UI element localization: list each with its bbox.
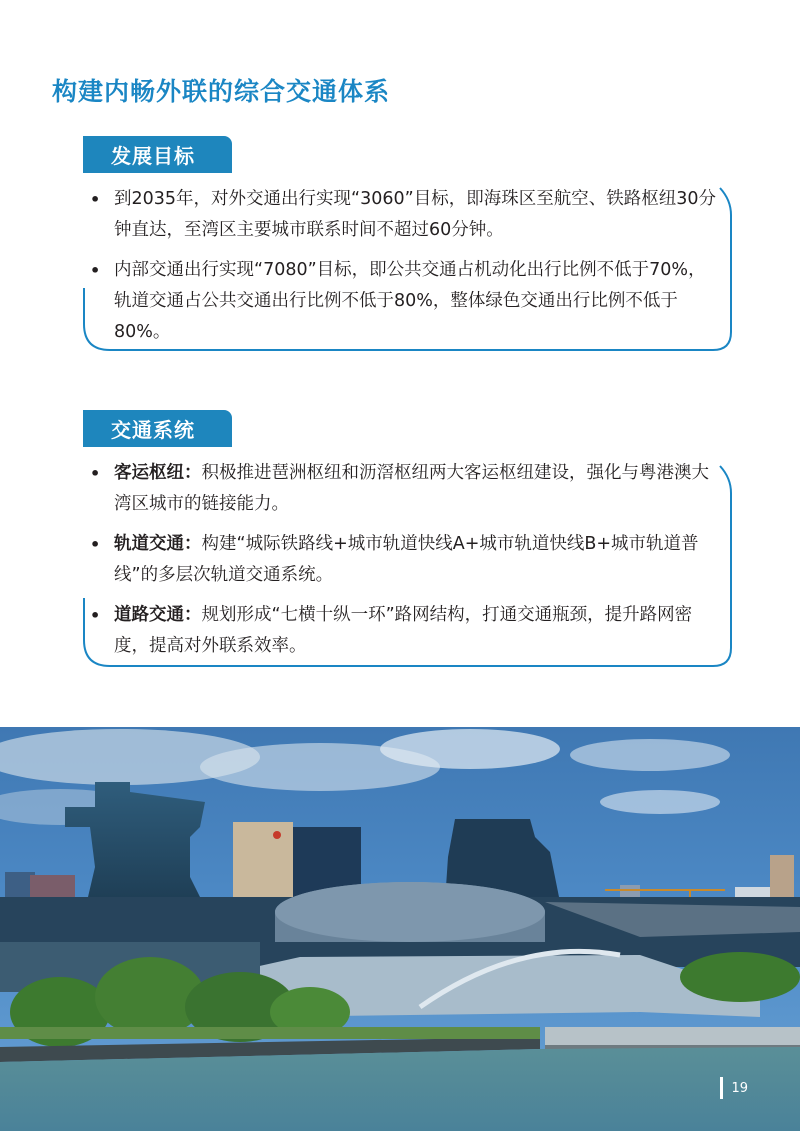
section-tab-label: 发展目标	[111, 144, 195, 168]
bullet-icon: •	[90, 535, 101, 554]
item-text: 到2035年，对外交通出行实现“3060”目标，即海珠区至航空、铁路枢纽30分钟直达，至湾区主要城市联系时间不超过60分钟。	[114, 189, 716, 240]
section-tab-development-goals	[83, 136, 232, 173]
list-item	[86, 255, 716, 348]
page-title: 构建内畅外联的综合交通体系	[52, 77, 391, 106]
bullet-icon: •	[90, 606, 101, 625]
list-item	[86, 458, 716, 520]
transport-list	[86, 458, 716, 671]
list-item	[86, 184, 716, 246]
bullet-icon: •	[90, 464, 101, 483]
item-lead: 道路交通：	[114, 605, 202, 625]
list-item	[86, 600, 716, 662]
item-lead: 轨道交通：	[114, 534, 202, 554]
page-number-divider	[720, 1077, 723, 1099]
item-lead: 客运枢纽：	[114, 463, 202, 483]
page-number	[720, 1077, 748, 1099]
page-number-text: 19	[731, 1080, 748, 1096]
bullet-icon: •	[90, 190, 101, 209]
section-tab-label: 交通系统	[111, 418, 195, 442]
cityscape-illustration	[0, 727, 800, 1131]
convention-center-photo	[0, 727, 800, 1131]
section-tab-transport-system	[83, 410, 232, 447]
item-text: 内部交通出行实现“7080”目标，即公共交通占机动化出行比例不低于70%，轨道交通占公共交通出行比例不低于80%，整体绿色交通出行比例不低于80%。	[114, 260, 706, 342]
bullet-icon: •	[90, 261, 101, 280]
item-text: 积极推进琶洲枢纽和沥滘枢纽两大客运枢纽建设，强化与粤港澳大湾区城市的链接能力。	[114, 463, 709, 514]
list-item	[86, 529, 716, 591]
item-text: 规划形成“七横十纵一环”路网结构，打通交通瓶颈，提升路网密度，提高对外联系效率。	[114, 605, 693, 656]
goals-list	[86, 184, 716, 357]
item-text: 构建“城际铁路线+城市轨道快线A+城市轨道快线B+城市轨道普线”的多层次轨道交通系统。	[114, 534, 699, 585]
